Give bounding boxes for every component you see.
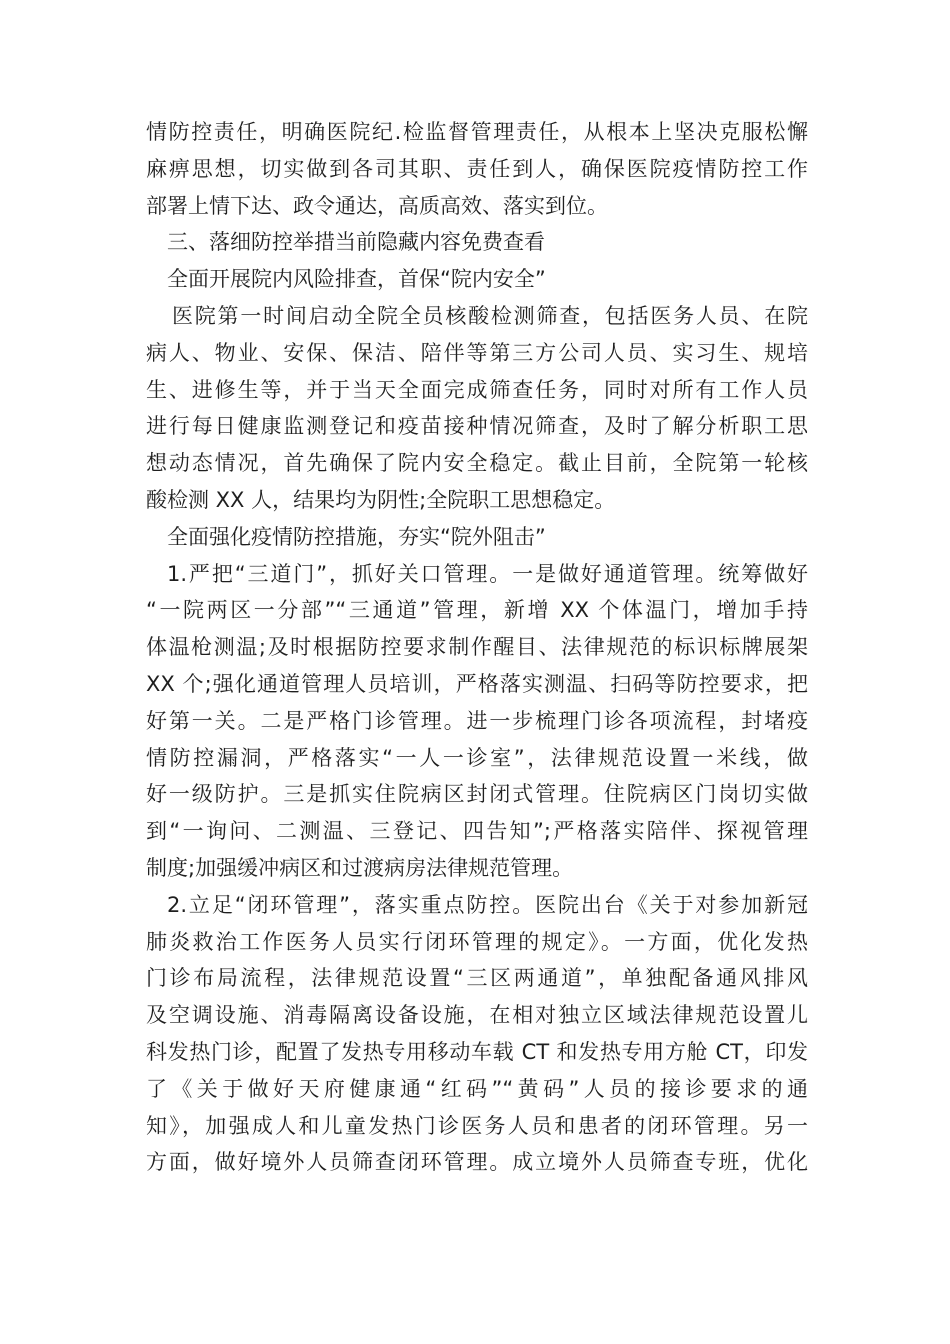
text-line: 医院第一时间启动全院全员核酸检测筛查，包括医务人员、在院	[172, 303, 808, 328]
text-line: 方面，做好境外人员筛查闭环管理。成立境外人员筛查专班，优化	[146, 1150, 808, 1175]
text-line: 知》，加强成人和儿童发热门诊医务人员和患者的闭环管理。另一	[146, 1113, 808, 1138]
text-line: 想动态情况，首先确保了院内安全稳定。截止目前，全院第一轮核	[146, 451, 808, 476]
text-line: XX 个;强化通道管理人员培训，严格落实测温、扫码等防控要求，把	[146, 671, 808, 696]
document-body	[146, 114, 808, 1181]
text-line: 科发热门诊，配置了发热专用移动车载 CT 和发热专用方舱 CT，印发	[146, 1039, 808, 1064]
text-line: 生、进修生等，并于当天全面完成筛查任务，同时对所有工作人员	[146, 377, 808, 402]
text-line: 2.立足“闭环管理”，落实重点防控。医院出台《关于对参加新冠	[167, 892, 808, 917]
text-line: 肺炎救治工作医务人员实行闭环管理的规定》。一方面，优化发热	[146, 929, 808, 954]
text-line: 体温枪测温;及时根据防控要求制作醒目、法律规范的标识标牌展架	[146, 635, 808, 660]
text-line: 好第一关。二是严格门诊管理。进一步梳理门诊各项流程，封堵疫	[146, 708, 808, 733]
text-line: 酸检测 XX 人，结果均为阴性;全院职工思想稳定。	[146, 487, 616, 512]
text-line: 1.严把“三道门”，抓好关口管理。一是做好通道管理。统筹做好	[167, 561, 808, 586]
text-line: 了《关于做好天府健康通“红码”“黄码”人员的接诊要求的通	[146, 1076, 808, 1101]
text-line: 进行每日健康监测登记和疫苗接种情况筛查，及时了解分析职工思	[146, 414, 808, 439]
text-line: 部署上情下达、政令通达，高质高效、落实到位。	[146, 193, 608, 218]
text-line: 病人、物业、安保、保洁、陪伴等第三方公司人员、实习生、规培	[146, 340, 808, 365]
text-line: “一院两区一分部”“三通道”管理，新增 XX 个体温门，增加手持	[146, 598, 808, 623]
text-line: 好一级防护。三是抓实住院病区封闭式管理。住院病区门岗切实做	[146, 782, 808, 807]
text-line: 情防控漏洞，严格落实“一人一诊室”，法律规范设置一米线，做	[146, 745, 808, 770]
text-line: 及空调设施、消毒隔离设备设施，在相对独立区域法律规范设置儿	[146, 1003, 808, 1028]
text-line: 三、落细防控举措当前隐藏内容免费查看	[167, 230, 545, 255]
text-line: 麻痹思想，切实做到各司其职、责任到人，确保医院疫情防控工作	[146, 156, 808, 181]
text-line: 制度;加强缓冲病区和过渡病房法律规范管理。	[146, 855, 574, 880]
text-line: 全面强化疫情防控措施，夯实“院外阻击”	[167, 524, 546, 549]
text-line: 门诊布局流程，法律规范设置“三区两通道”，单独配备通风排风	[146, 966, 808, 991]
text-line: 到“一询问、二测温、三登记、四告知”;严格落实陪伴、探视管理	[146, 819, 808, 844]
text-line: 全面开展院内风险排查，首保“院内安全”	[167, 267, 546, 292]
text-line: 情防控责任，明确医院纪.检监督管理责任，从根本上坚决克服松懈	[146, 120, 808, 144]
